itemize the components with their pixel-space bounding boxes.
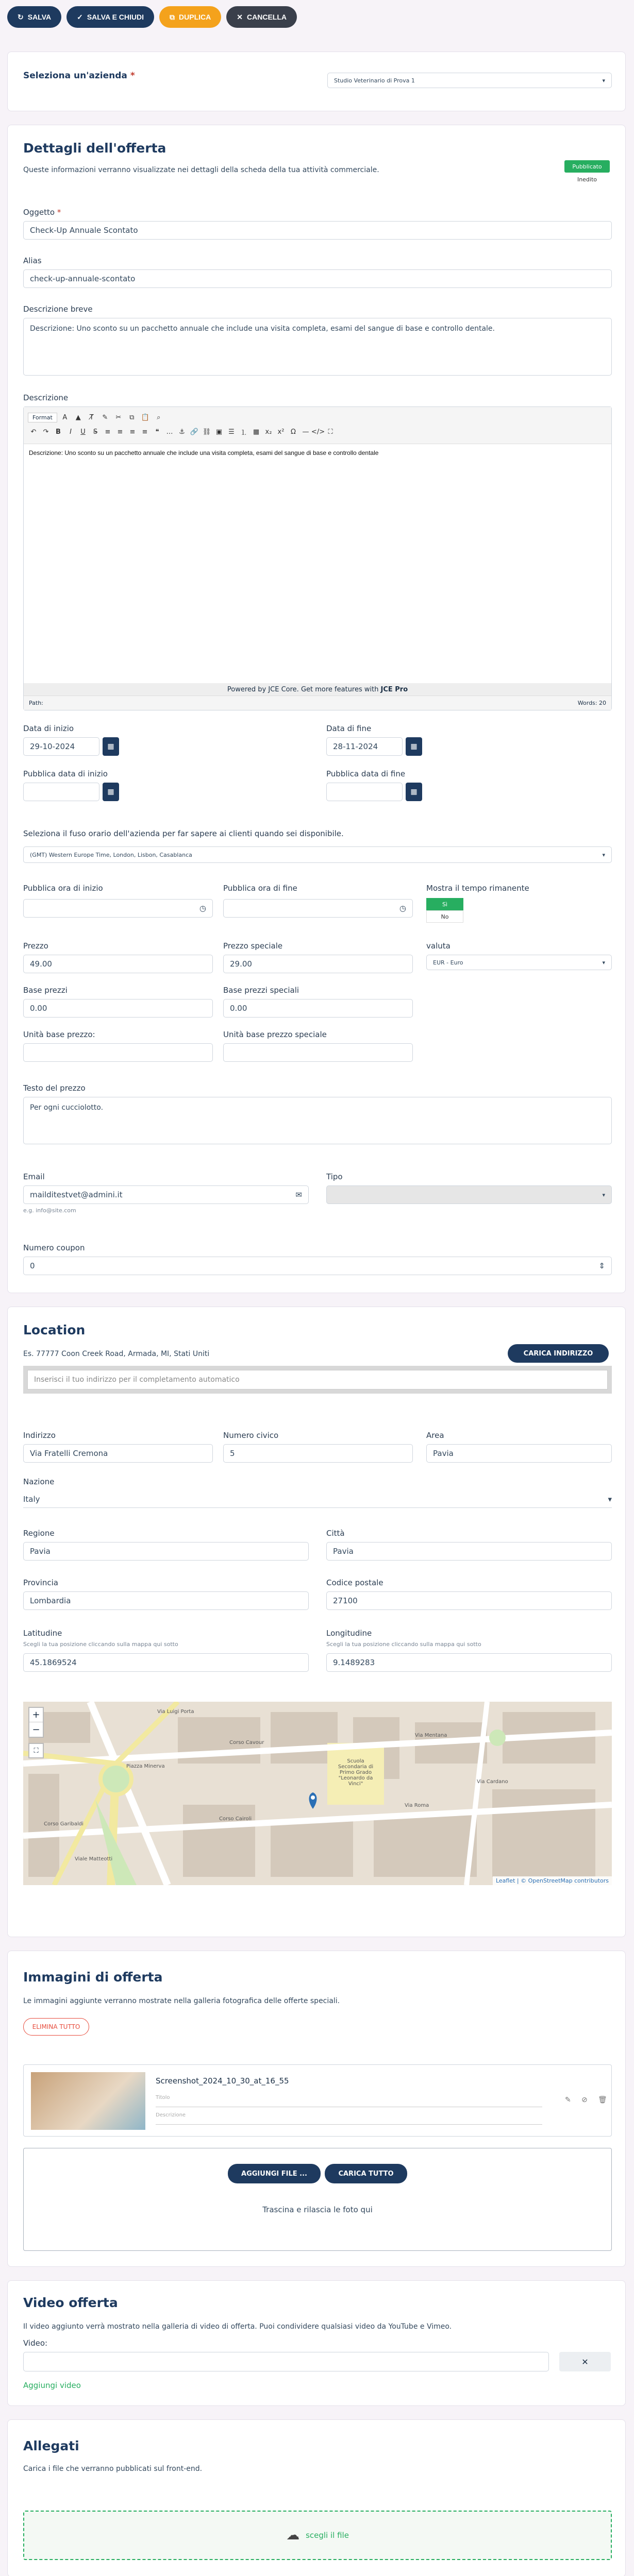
longitude-input[interactable]: 9.1489283 xyxy=(326,1653,612,1672)
unit-price-label: Unità base prezzo: xyxy=(23,1030,95,1039)
longitude-hint: Scegli la tua posizione cliccando sulla mappa qui sotto xyxy=(326,1641,481,1648)
pub-start-date-input[interactable] xyxy=(23,783,99,801)
images-title: Immagini di offerta xyxy=(23,1970,163,1985)
chevron-down-icon: ▾ xyxy=(602,851,605,858)
number-label: Numero civico xyxy=(223,1431,279,1440)
end-date-input[interactable]: 28-11-2024 xyxy=(326,737,403,756)
copy-icon: ⧉ xyxy=(170,12,175,21)
chevron-down-icon: ▾ xyxy=(602,959,605,966)
region-label: Regione xyxy=(23,1529,55,1538)
action-toolbar xyxy=(7,6,297,28)
stepper-icon[interactable]: ⇕ xyxy=(598,1261,605,1270)
add-video-link[interactable]: Aggiungi video xyxy=(23,2381,81,2390)
start-date-label: Data di inizio xyxy=(23,724,74,733)
country-label: Nazione xyxy=(23,1477,55,1486)
type-label: Tipo xyxy=(326,1172,343,1181)
fullscreen-icon[interactable]: ⛶ xyxy=(28,1743,44,1758)
map-label: Scuola Secondaria di Primo Grado "Leonardo da Vinci" xyxy=(338,1758,374,1787)
cloud-upload-icon: ☁ xyxy=(286,2528,300,2543)
short-desc-textarea[interactable]: Descrizione: Uno sconto su un pacchetto annuale che include una visita completa, esami del sangue di base e controllo dentale. xyxy=(23,318,612,376)
map-label: Viale Matteotti xyxy=(75,1856,113,1862)
ellipsis-icon[interactable]: … xyxy=(166,428,173,436)
clock-icon: ◷ xyxy=(199,904,206,913)
map-label: Via Mentana xyxy=(415,1733,447,1738)
image-item xyxy=(23,2064,612,2137)
offer-title: Dettagli dell'offerta xyxy=(23,141,166,156)
address-input[interactable]: Via Fratelli Cremona xyxy=(23,1444,213,1463)
image-filename: Screenshot_2024_10_30_at_16_55 xyxy=(156,2076,289,2086)
map-label: Via Cardano xyxy=(477,1779,508,1785)
special-price-input[interactable]: 29.00 xyxy=(223,955,413,973)
trash-icon[interactable]: 🗑 xyxy=(598,2096,607,2104)
show-time-no[interactable]: No xyxy=(426,910,463,923)
file-dropzone[interactable] xyxy=(23,2511,612,2560)
currency-select[interactable]: EUR - Euro ▾ xyxy=(426,955,612,970)
map-label: Via Roma xyxy=(405,1803,429,1808)
latitude-label: Latitudine xyxy=(23,1629,62,1638)
pub-end-date-label: Pubblica data di fine xyxy=(326,769,406,778)
editor-branding: Powered by JCE Core. Get more features with JCE Pro xyxy=(24,683,611,696)
unit-price-input[interactable] xyxy=(23,1043,213,1062)
align-center-icon[interactable]: ≡ xyxy=(117,428,123,436)
map-label: Corso Garibaldi xyxy=(44,1821,84,1827)
map-zoom-control xyxy=(28,1707,44,1738)
drop-text: Trascina e rilascia le foto qui xyxy=(262,2205,373,2214)
editor-toolbar xyxy=(24,407,611,444)
email-input[interactable]: mailditestvet@admini.it ✉ xyxy=(23,1185,309,1204)
status-published-badge[interactable]: Pubblicato xyxy=(564,160,610,173)
attachments-card xyxy=(7,2419,626,2576)
unit-special-input[interactable] xyxy=(223,1043,413,1062)
video-card xyxy=(7,2280,626,2406)
editor-format-select[interactable]: Format xyxy=(28,413,57,422)
redo-icon[interactable]: ↷ xyxy=(43,428,49,436)
coupon-label: Numero coupon xyxy=(23,1243,85,1252)
postal-label: Codice postale xyxy=(326,1578,383,1587)
base-special-label: Base prezzi speciali xyxy=(223,986,299,995)
undo-icon[interactable]: ↶ xyxy=(30,428,37,436)
company-label: Seleziona un'azienda * xyxy=(23,71,135,81)
strikethrough-icon[interactable]: S xyxy=(93,428,98,436)
special-price-label: Prezzo speciale xyxy=(223,941,283,951)
editor-content[interactable]: Descrizione: Uno sconto su un pacchetto annuale che include una visita completa, esami del sangue di base e controllo dentale xyxy=(29,449,379,456)
country-select[interactable]: Italy ▾ xyxy=(23,1490,612,1508)
attachments-intro: Carica i file che verranno pubblicati sul front-end. xyxy=(23,2465,203,2473)
alias-input[interactable]: check-up-annuale-scontato xyxy=(23,269,612,288)
brush-icon[interactable]: ✎ xyxy=(102,413,108,421)
number-input[interactable]: 5 xyxy=(223,1444,413,1463)
images-card xyxy=(7,1951,626,2267)
province-label: Provincia xyxy=(23,1578,58,1587)
pub-start-time-input[interactable] xyxy=(23,899,213,918)
editor-statusbar: Path: Words: 20 xyxy=(24,696,611,710)
chevron-down-icon: ▾ xyxy=(608,1494,612,1504)
anchor-icon[interactable]: ⚓ xyxy=(179,428,185,436)
close-icon: ✕ xyxy=(237,12,243,21)
company-card xyxy=(7,52,626,111)
pub-end-time-input[interactable] xyxy=(223,899,413,918)
subject-input[interactable]: Check-Up Annuale Scontato xyxy=(23,221,612,240)
unit-special-label: Unità base prezzo speciale xyxy=(223,1030,327,1039)
email-hint: e.g. info@site.com xyxy=(23,1207,76,1214)
rich-text-editor xyxy=(23,406,612,710)
save-button[interactable]: ↻ SALVA xyxy=(7,6,61,28)
clock-icon: ◷ xyxy=(399,904,406,913)
code-icon[interactable]: </> xyxy=(311,428,325,436)
zoom-out-icon[interactable]: − xyxy=(32,1724,40,1735)
subscript-icon[interactable]: x₂ xyxy=(265,428,272,436)
short-desc-label: Descrizione breve xyxy=(23,304,93,314)
video-intro: Il video aggiunto verrà mostrato nella galleria di video di offerta. Puoi condividere qualsiasi video da YouTube e Vimeo. xyxy=(23,2323,452,2331)
underline-icon[interactable]: U xyxy=(80,428,86,436)
add-files-button[interactable]: AGGIUNGI FILE ... xyxy=(228,2164,321,2183)
status-edited-badge[interactable]: Inedito xyxy=(577,176,597,183)
hr-icon[interactable]: — xyxy=(302,428,309,436)
image-thumbnail[interactable] xyxy=(31,2072,145,2130)
edit-icon[interactable]: ✎ xyxy=(565,2096,571,2104)
mail-icon: ✉ xyxy=(295,1190,302,1199)
map-label: Corso Cavour xyxy=(229,1740,264,1745)
remove-video-icon[interactable]: ✕ xyxy=(559,2352,611,2371)
align-justify-icon[interactable]: ≡ xyxy=(142,428,148,436)
area-label: Area xyxy=(426,1431,444,1440)
image-dropzone[interactable] xyxy=(23,2148,612,2251)
align-left-icon[interactable]: ≡ xyxy=(105,428,111,436)
save-icon: ↻ xyxy=(18,12,24,21)
price-text-label: Testo del prezzo xyxy=(23,1083,86,1093)
quote-icon[interactable]: ❝ xyxy=(155,428,159,436)
image-title-input[interactable]: Titolo xyxy=(156,2095,542,2107)
paste-icon[interactable]: 📋 xyxy=(141,413,149,421)
upload-all-button[interactable]: CARICA TUTTO xyxy=(325,2164,407,2183)
search-icon[interactable]: ⌕ xyxy=(157,413,161,421)
location-map[interactable] xyxy=(23,1702,612,1885)
video-input[interactable] xyxy=(23,2352,549,2371)
map-label: Via Luigi Porta xyxy=(157,1709,194,1715)
timezone-select[interactable]: (GMT) Western Europe Time, London, Lisbon, Casablanca ▾ xyxy=(23,846,612,863)
calendar-icon[interactable]: ▦ xyxy=(103,737,119,756)
start-date-input[interactable]: 29-10-2024 xyxy=(23,737,99,756)
base-special-input[interactable]: 0.00 xyxy=(223,999,413,1018)
map-attribution[interactable]: Leaflet | © OpenStreetMap contributors xyxy=(493,1876,612,1885)
address-label: Indirizzo xyxy=(23,1431,56,1440)
video-label: Video: xyxy=(23,2338,48,2348)
region-input[interactable]: Pavia xyxy=(23,1542,309,1561)
autocomplete-input[interactable]: Inserisci il tuo indirizzo per il completamento automatico xyxy=(27,1370,608,1389)
cut-icon[interactable]: ✂ xyxy=(115,413,122,421)
delete-all-button[interactable]: ELIMINA TUTTO xyxy=(23,2018,89,2036)
align-right-icon[interactable]: ≡ xyxy=(129,428,136,436)
video-title: Video offerta xyxy=(23,2295,118,2310)
numbered-list-icon[interactable]: ⒈ xyxy=(240,429,247,437)
base-price-label: Base prezzi xyxy=(23,986,68,995)
check-circle-icon[interactable]: ⊘ xyxy=(581,2096,588,2104)
alias-label: Alias xyxy=(23,256,42,265)
chevron-down-icon: ▾ xyxy=(602,1191,605,1198)
fullscreen-icon[interactable]: ⛶ xyxy=(328,428,333,436)
city-input[interactable]: Pavia xyxy=(326,1542,612,1561)
map-label: Corso Cairoli xyxy=(219,1816,252,1822)
cancel-button[interactable]: ✕ CANCELLA xyxy=(226,6,297,28)
latitude-hint: Scegli la tua posizione cliccando sulla mappa qui sotto xyxy=(23,1641,178,1648)
omega-icon[interactable]: Ω xyxy=(291,428,296,436)
base-price-input[interactable]: 0.00 xyxy=(23,999,213,1018)
area-input[interactable]: Pavia xyxy=(426,1444,612,1463)
table-icon[interactable]: ▦ xyxy=(253,428,260,436)
attachments-title: Allegati xyxy=(23,2438,79,2453)
map-label: Piazza Minerva xyxy=(126,1764,165,1769)
desc-label: Descrizione xyxy=(23,393,69,402)
highlight-icon[interactable]: ▲ xyxy=(75,413,81,421)
email-label: Email xyxy=(23,1172,45,1181)
list-icon[interactable]: ☰ xyxy=(228,428,235,436)
latitude-input[interactable]: 45.1869524 xyxy=(23,1653,309,1672)
chevron-down-icon: ▾ xyxy=(602,77,605,84)
load-address-button[interactable]: CARICA INDIRIZZO xyxy=(508,1344,609,1363)
superscript-icon[interactable]: x² xyxy=(277,428,285,436)
save-close-button[interactable]: ✓ SALVA E CHIUDI xyxy=(66,6,154,28)
timezone-label: Seleziona il fuso orario dell'azienda per far sapere ai clienti quando sei disponibile. xyxy=(23,829,344,838)
currency-label: valuta xyxy=(426,941,451,951)
font-color-icon[interactable]: A xyxy=(62,413,68,421)
duplicate-button[interactable]: ⧉ DUPLICA xyxy=(159,6,221,28)
location-example: Es. 77777 Coon Creek Road, Armada, MI, Stati Uniti xyxy=(23,1350,210,1358)
end-date-label: Data di fine xyxy=(326,724,372,733)
pub-end-time-label: Pubblica ora di fine xyxy=(223,884,297,893)
pub-end-date-input[interactable] xyxy=(326,783,403,801)
calendar-icon[interactable]: ▦ xyxy=(406,783,422,801)
autocomplete-wrap xyxy=(23,1366,612,1394)
longitude-label: Longitudine xyxy=(326,1629,372,1638)
offer-card xyxy=(7,125,626,1293)
bold-icon[interactable]: B xyxy=(56,428,61,436)
type-select[interactable] xyxy=(326,1185,612,1204)
location-card xyxy=(7,1307,626,1937)
show-time-yes[interactable]: Sì xyxy=(426,898,463,910)
calendar-icon[interactable]: ▦ xyxy=(406,737,422,756)
show-time-label: Mostra il tempo rimanente xyxy=(426,884,529,893)
image-desc-input[interactable]: Descrizione xyxy=(156,2112,542,2125)
calendar-icon[interactable]: ▦ xyxy=(103,783,119,801)
zoom-in-icon[interactable]: + xyxy=(29,1708,43,1722)
location-title: Location xyxy=(23,1323,86,1337)
subject-label: Oggetto * xyxy=(23,208,61,217)
choose-file-link[interactable]: scegli il file xyxy=(306,2531,349,2540)
price-text-textarea[interactable]: Per ogni cucciolotto. xyxy=(23,1097,612,1144)
province-input[interactable]: Lombardia xyxy=(23,1591,309,1610)
city-label: Città xyxy=(326,1529,345,1538)
pub-start-time-label: Pubblica ora di inizio xyxy=(23,884,103,893)
italic-icon[interactable]: I xyxy=(70,428,72,436)
link-icon[interactable]: 🔗 xyxy=(190,428,199,436)
unlink-icon[interactable]: ⛓ xyxy=(202,428,211,436)
images-intro: Le immagini aggiunte verranno mostrate nella galleria fotografica delle offerte speciali. xyxy=(23,1997,340,2005)
clear-format-icon[interactable]: T̸ xyxy=(89,413,94,421)
image-icon[interactable]: ▣ xyxy=(215,428,223,436)
offer-intro: Queste informazioni verranno visualizzate nei dettagli della scheda della tua attività commerciale. xyxy=(23,166,379,174)
price-input[interactable]: 49.00 xyxy=(23,955,213,973)
company-select[interactable]: Studio Veterinario di Prova 1 ▾ xyxy=(327,73,612,88)
coupon-input[interactable]: 0 ⇕ xyxy=(23,1257,612,1275)
copy-icon[interactable]: ⧉ xyxy=(129,413,135,421)
postal-input[interactable]: 27100 xyxy=(326,1591,612,1610)
check-icon: ✓ xyxy=(77,12,83,21)
pub-start-date-label: Pubblica data di inizio xyxy=(23,769,108,778)
price-label: Prezzo xyxy=(23,941,48,951)
